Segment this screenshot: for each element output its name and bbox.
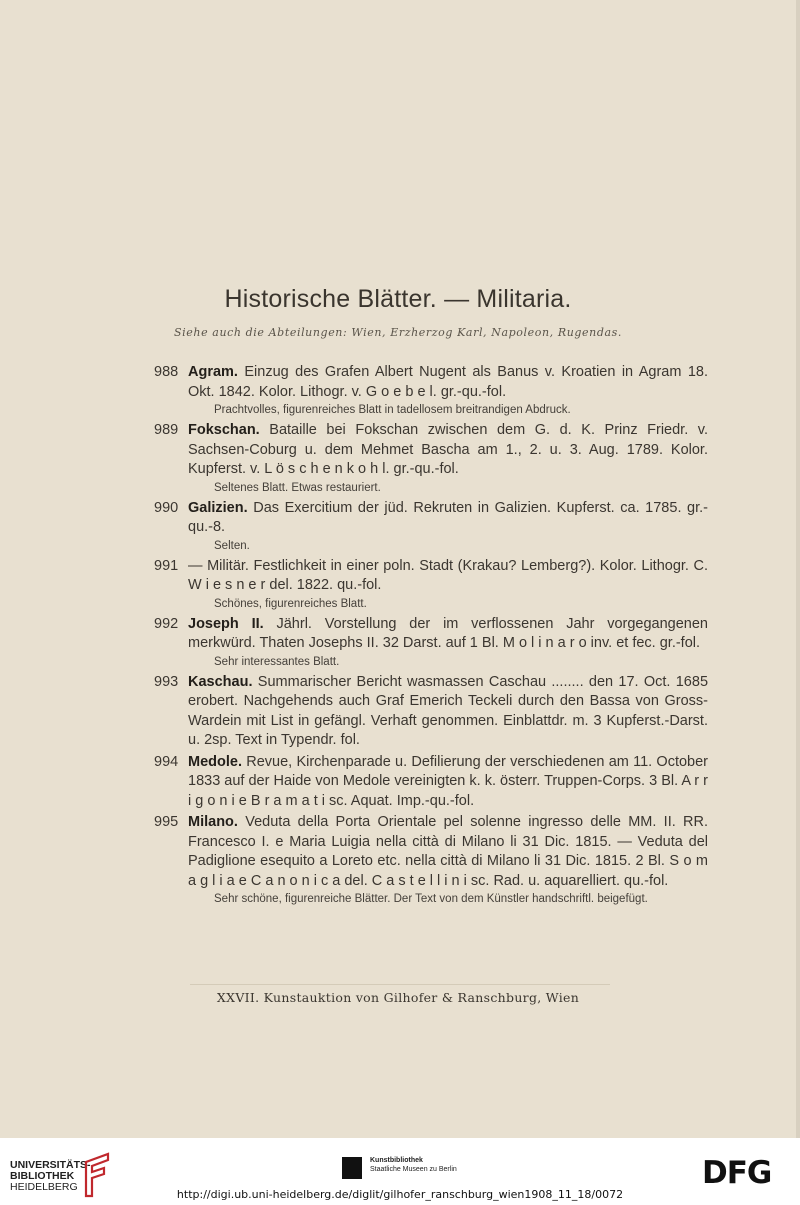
entry-keyword: Fokschan.: [188, 422, 260, 438]
catalog-entry-993: [0, 673, 796, 751]
entry-note: Schönes, figurenreiches Blatt.: [214, 597, 367, 610]
entry-body: [188, 615, 708, 654]
entry-note: Sehr schöne, figurenreiche Blätter. Der Text von dem Künstler handschriftl. beigefügt.: [214, 893, 648, 905]
lot-number: 995: [154, 814, 179, 830]
page-footer: XXVII. Kunstauktion von Gilhofer & Ranschburg, Wien: [216, 990, 580, 1005]
entry-body: [188, 421, 708, 480]
entry-body: [188, 813, 708, 891]
footer-divider: [190, 984, 610, 985]
entry-keyword: Galizien.: [188, 499, 248, 516]
university-line-2: BIBLIOTHEK: [10, 1170, 75, 1182]
entry-text: Veduta della Porta Orientale pel solenne ingresso delle MM. II. RR. Francesco I. e Maria Luigia nella città di Milano li 31 Dic. 1815. — Veduta del Padiglione esequito a Loreto etc. nella città di Milano li 31 Dic. 1815. 2 Bl. S o m a g l i a e C a n o n i c a del. C a s t e l l i n i sc. Rad. u. aquarelliert. qu.-fol.: [188, 814, 709, 889]
university-line-3: HEIDELBERG: [10, 1181, 78, 1193]
entry-note: Selten.: [214, 539, 250, 552]
catalog-entries: [0, 363, 796, 910]
page-subtitle: Siehe auch die Abteilungen: Wien, Erzherzog Karl, Napoleon, Rugendas.: [174, 326, 622, 339]
entry-body: [188, 753, 708, 812]
lot-number: 991: [154, 557, 179, 574]
entry-text: Einzug des Grafen Albert Nugent als Banus v. Kroatien in Agram 18. Okt. 1842. Kolor. Lithogr. v. G o e b e l. gr.-qu.-fol.: [188, 364, 709, 400]
entry-dash: —: [188, 557, 203, 574]
lot-number: 989: [154, 422, 179, 438]
page-heading: Historische Blätter. — Militaria.: [224, 285, 572, 313]
entry-text: Revue, Kirchenparade u. Defilierung der verschiedenen am 11. October 1833 auf der Haide von Medole vereinigten k. k. österr. Truppen-Corps. 3 Bl. A r r i g o n i e B r a m a t i sc. Aquat. Imp.-qu.-fol.: [188, 753, 709, 809]
catalog-entry-991: [0, 557, 796, 613]
catalog-entry-989: [0, 421, 796, 497]
entry-note: Seltenes Blatt. Etwas restauriert.: [214, 481, 381, 494]
catalog-entry-990: [0, 499, 796, 555]
entry-text: Das Exercitium der jüd. Rekruten in Galizien. Kupferst. ca. 1785. gr.-qu.-8.: [188, 499, 709, 535]
dfg-logo[interactable]: DFG: [702, 1155, 772, 1191]
kb-line-2: Staatliche Museen zu Berlin: [370, 1166, 457, 1173]
lot-number: 994: [154, 753, 179, 770]
permalink-url[interactable]: http://digi.ub.uni-heidelberg.de/diglit/gilhofer_ranschburg_wien1908_11_18/0072: [176, 1188, 624, 1201]
entry-body: [188, 557, 708, 596]
entry-body: [188, 673, 708, 751]
kunstbibliothek-logo-icon: [342, 1157, 362, 1179]
entry-body: [188, 363, 708, 402]
entry-keyword: Joseph II.: [188, 615, 264, 632]
entry-note: Sehr interessantes Blatt.: [214, 655, 340, 668]
entry-keyword: Agram.: [188, 364, 238, 380]
entry-body: [188, 499, 708, 538]
lot-number: 992: [154, 615, 179, 632]
lot-number: 988: [154, 364, 179, 380]
kunstbibliothek-wordmark[interactable]: [370, 1156, 457, 1174]
lot-number: 990: [154, 499, 179, 516]
entry-text: Militär. Festlichkeit in einer poln. Stadt (Krakau? Lemberg?). Kolor. Lithogr. C. W i e s n e r del. 1822. qu.-fol.: [188, 557, 709, 593]
catalog-entry-992: [0, 615, 796, 671]
entry-text: Bataille bei Fokschan zwischen dem G. d. K. Prinz Friedr. v. Sachsen-Coburg u. dem Mehmet Bascha am 1., 2. u. 3. Aug. 1789. Kolor. Kupferst. v. L ö s c h e n k o h l. gr.-qu.-fol.: [188, 422, 708, 477]
entry-text: Summarischer Bericht wasmassen Caschau ........ den 17. Oct. 1685 erobert. Nachgehends auch Graf Emerich Teckeli durch den Bassa von Gross-Wardein mit List in gefängl. Verhaft genommen. Einblattdr. m. 3 Kupferst.-Darst. u. 2sp. Text in Typendr. fol.: [188, 673, 709, 748]
entry-keyword: Medole.: [188, 753, 242, 770]
catalog-entry-994: [0, 753, 796, 812]
lot-number: 993: [154, 673, 179, 690]
catalog-entry-995: [0, 813, 796, 908]
catalog-entry-988: [0, 363, 796, 419]
entry-text: Jährl. Vorstellung der im verflossenen Jahr vorgegangenen merkwürd. Thaten Josephs II. 32 Darst. auf 1 Bl. M o l i n a r o inv. et fec. gr.-fol.: [188, 615, 708, 651]
university-line-1: UNIVERSITÄTS-: [10, 1159, 91, 1171]
entry-keyword: Milano.: [188, 814, 238, 830]
entry-note: Prachtvolles, figurenreiches Blatt in tadellosem breitrandigen Abdruck.: [214, 404, 571, 416]
kb-line-1: Kunstbibliothek: [370, 1157, 423, 1164]
entry-keyword: Kaschau.: [188, 673, 253, 690]
